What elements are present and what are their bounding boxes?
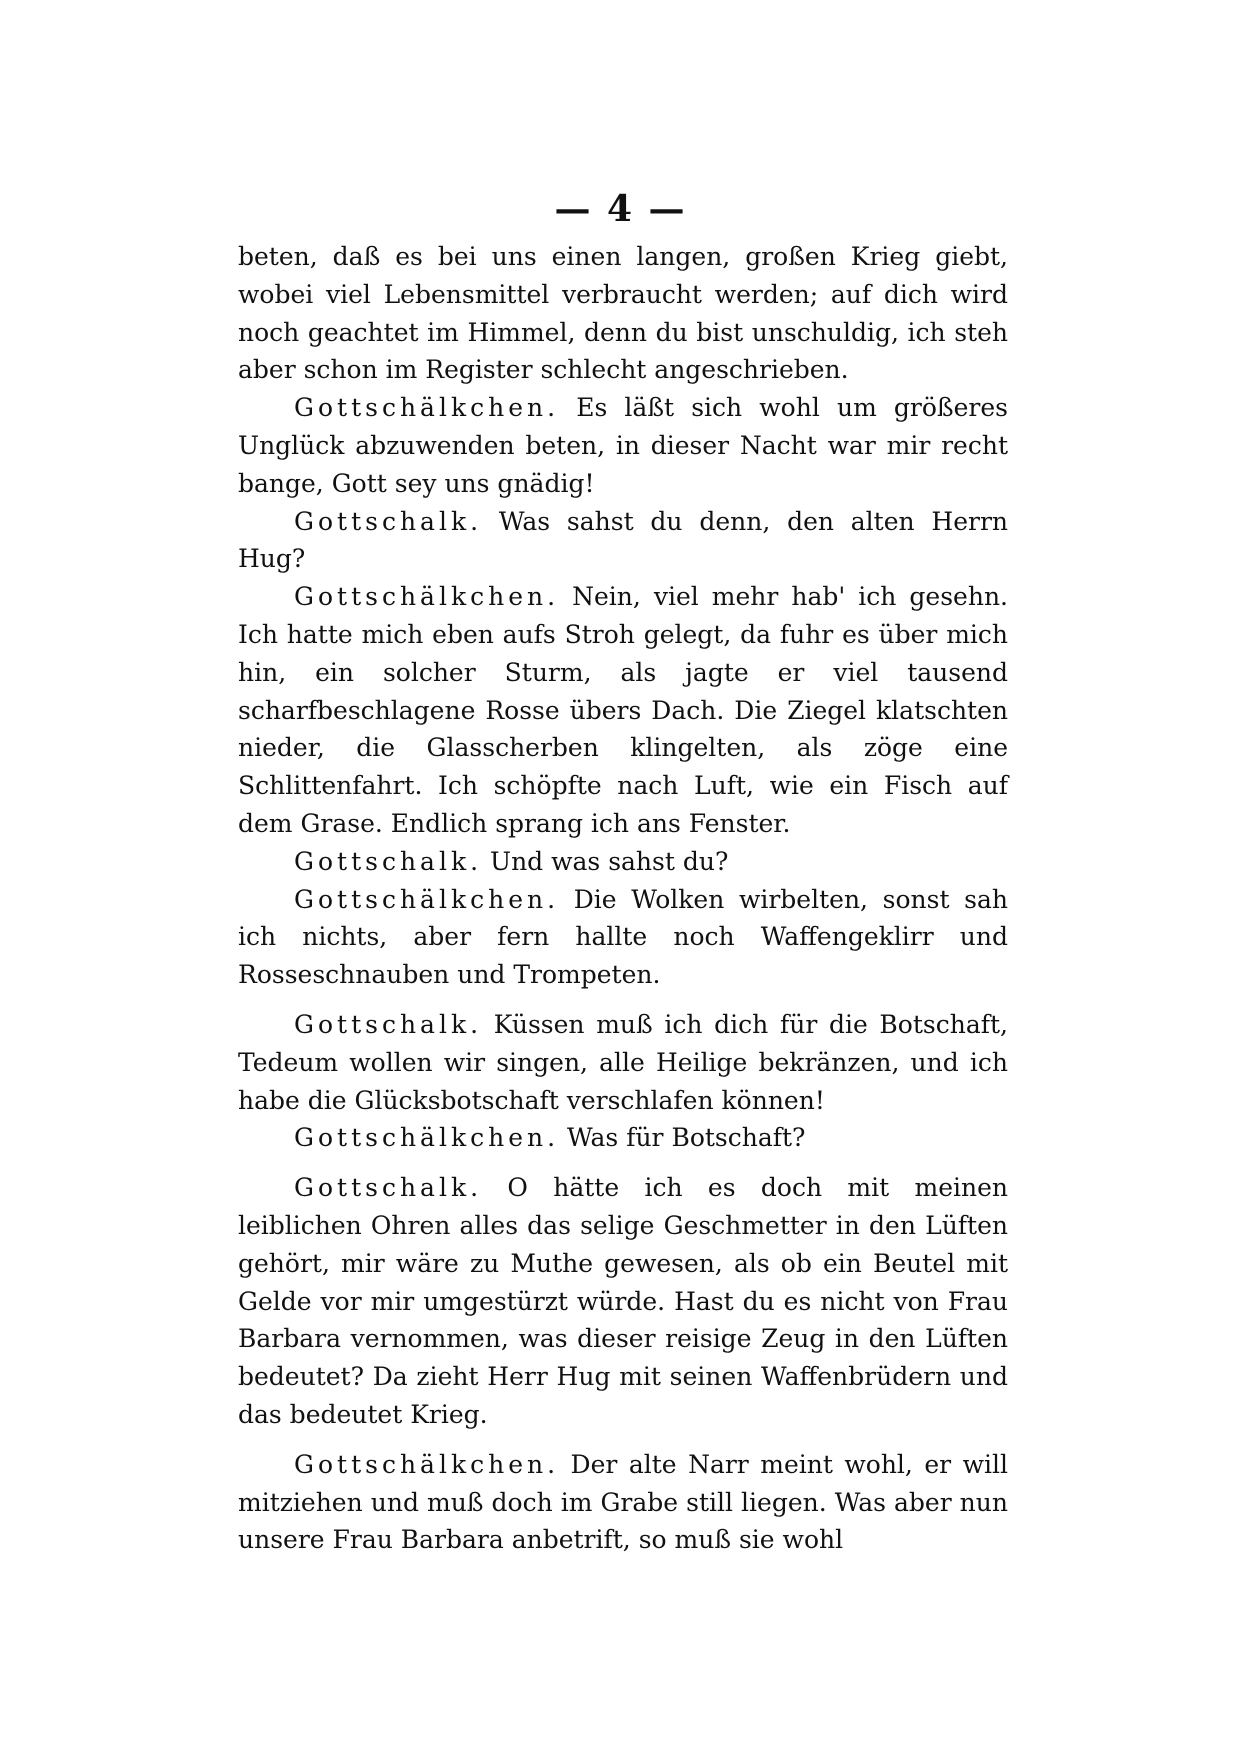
speaker-name: Gottschälkchen. bbox=[294, 1123, 560, 1153]
paragraph-text: Was für Botschaft? bbox=[567, 1123, 806, 1153]
dialogue-paragraph bbox=[238, 503, 1008, 579]
speaker-name: Gottschälkchen. bbox=[294, 393, 560, 423]
page-number: — 4 — bbox=[554, 188, 687, 230]
speaker-name: Gottschalk. bbox=[294, 846, 483, 876]
paragraph-text: Die Wolken wirbelten, sonst sah ich nichts, aber fern hallte noch Waffengeklirr und Rosseschnauben und Trompeten. bbox=[238, 884, 1009, 990]
paragraph-text: Es läßt sich wohl um größeres Unglück abzuwenden beten, in dieser Nacht war mir recht bange, Gott sey uns gnädig! bbox=[238, 393, 1008, 498]
speaker-name: Gottschalk. bbox=[294, 1173, 483, 1203]
dialogue-paragraph bbox=[238, 843, 1008, 881]
dialogue-paragraph bbox=[238, 1446, 1008, 1559]
dialogue-paragraph bbox=[238, 1006, 1008, 1119]
dialogue-paragraph bbox=[238, 389, 1008, 502]
paragraph-continuation bbox=[238, 238, 1008, 389]
paragraph-text: Und was sahst du? bbox=[490, 846, 729, 876]
paragraph-text: Küssen muß ich dich für die Botschaft, Tedeum wollen wir singen, alle Heilige bekränzen, und ich habe die Glücksbotschaft verschlafen können! bbox=[238, 1009, 1008, 1115]
paragraph-text: Nein, viel mehr hab' ich gesehn. Ich hatte mich eben aufs Stroh gelegt, da fuhr es über mich hin, ein solcher Sturm, als jagte er viel tausend scharfbeschlagene Rosse übers Dach. Die Ziegel klatschten nieder, die Glasscherben klingelten, als zöge eine Schlittenfahrt. Ich schöpfte nach Luft, wie ein Fisch auf dem Grase. Endlich sprang ich ans Fenster. bbox=[238, 582, 1008, 838]
speaker-name: Gottschälkchen. bbox=[294, 1449, 560, 1479]
speaker-name: Gottschälkchen. bbox=[294, 884, 560, 914]
paragraph-text: Der alte Narr meint wohl, er will mitziehen und muß doch im Grabe still liegen. Was aber nun unsere Frau Barbara anbetrift, so muß sie wohl bbox=[238, 1449, 1008, 1555]
dialogue-paragraph bbox=[238, 1169, 1008, 1434]
dialogue-paragraph bbox=[238, 881, 1008, 994]
paragraph-text: Was sahst du denn, den alten Herrn Hug? bbox=[238, 506, 1009, 574]
body-text bbox=[238, 238, 1008, 1559]
dialogue-paragraph bbox=[238, 578, 1008, 843]
paragraph-text: beten, daß es bei uns einen langen, großen Krieg giebt, wobei viel Lebensmittel verbraucht werden; auf dich wird noch geachtet im Himmel, denn du bist unschuldig, ich steh aber schon im Register schlecht angeschrieben. bbox=[238, 242, 1008, 385]
speaker-name: Gottschalk. bbox=[294, 1009, 483, 1039]
speaker-name: Gottschalk. bbox=[294, 506, 483, 536]
dialogue-paragraph bbox=[238, 1119, 1008, 1157]
paragraph-text: O hätte ich es doch mit meinen leiblichen Ohren alles das selige Geschmetter in den Lüften gehört, mir wäre zu Muthe gewesen, als ob ein Beutel mit Gelde vor mir umgestürzt würde. Hast du es nicht von Frau Barbara vernommen, was dieser reisige Zeug in den Lüften bedeutet? Da zieht Herr Hug mit seinen Waffenbrüdern und das bedeutet Krieg. bbox=[238, 1173, 1008, 1429]
speaker-name: Gottschälkchen. bbox=[294, 582, 560, 612]
